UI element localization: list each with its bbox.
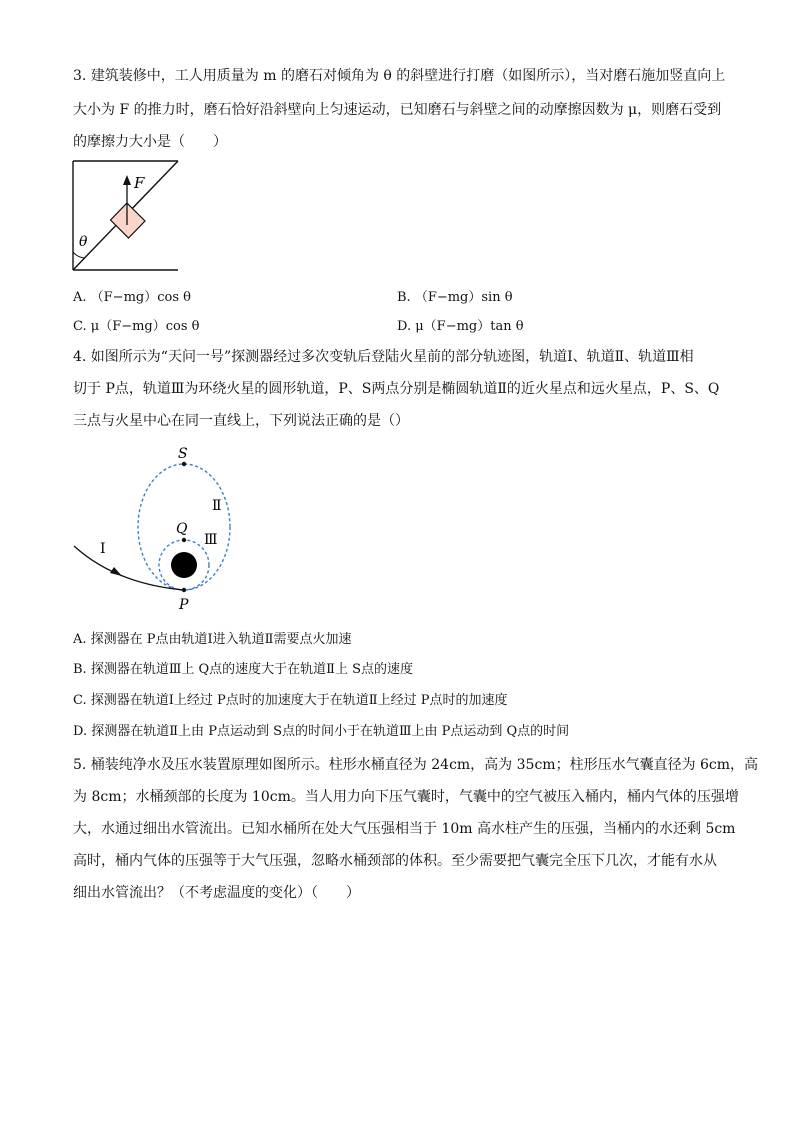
grinding-stone-block bbox=[111, 203, 146, 238]
point-p bbox=[182, 588, 186, 592]
q5-line-1: 5. 桶装纯净水及压水装置原理如图所示。柱形水桶直径为 24cm，高为 35cm；柱形压水气囊直径为 6cm，高 bbox=[73, 757, 759, 773]
point-s bbox=[182, 462, 186, 466]
label-orbit-3: Ⅲ bbox=[204, 532, 218, 548]
label-p: P bbox=[179, 597, 189, 613]
q3-line-2: 大小为 F 的推力时，磨石恰好沿斜壁向上匀速运动，已知磨石与斜壁之间的动摩擦因数为 μ，则磨石受到 bbox=[73, 102, 722, 118]
q4-option-a[interactable]: A. 探测器在 P点由轨道Ⅰ进入轨道Ⅱ需要点火加速 bbox=[73, 632, 352, 647]
force-label: F bbox=[134, 174, 145, 192]
q3-option-d[interactable]: D. μ（F−mg）tan θ bbox=[397, 319, 524, 334]
q3-line-1: 3. 建筑装修中，工人用质量为 m 的磨石对倾角为 θ 的斜壁进行打磨（如图所示），当对磨石施加竖直向上 bbox=[73, 68, 726, 84]
orbit-1-arrow bbox=[110, 567, 122, 576]
q3-option-a[interactable]: A. （F−mg）cos θ bbox=[73, 290, 191, 305]
point-q bbox=[182, 538, 186, 542]
q4-orbit-figure bbox=[68, 440, 248, 618]
q3-option-c[interactable]: C. μ（F−mg）cos θ bbox=[73, 319, 200, 334]
q3-line-3: 的摩擦力大小是（ ） bbox=[73, 134, 227, 150]
label-s: S bbox=[178, 446, 188, 462]
q4-option-d[interactable]: D. 探测器在轨道Ⅱ上由 P点运动到 S点的时间小于在轨道Ⅲ上由 P点运动到 Q点的时间 bbox=[73, 724, 570, 739]
q3-incline-figure bbox=[70, 158, 185, 276]
angle-arc bbox=[73, 252, 85, 258]
q4-line-3: 三点与火星中心在同一直线上，下列说法正确的是（） bbox=[73, 413, 409, 429]
q5-line-5: 细出水管流出？（不考虑温度的变化）（ ） bbox=[73, 885, 360, 901]
q4-line-2: 切于 P点，轨道Ⅲ为环绕火星的圆形轨道，P、S两点分别是椭圆轨道Ⅱ的近火星点和远火星点，P、S、Q bbox=[73, 381, 720, 397]
label-orbit-1: Ⅰ bbox=[100, 541, 106, 557]
q4-option-c[interactable]: C. 探测器在轨道Ⅰ上经过 P点时的加速度大于在轨道Ⅱ上经过 P点时的加速度 bbox=[73, 693, 508, 708]
q5-line-2: 为 8cm；水桶颈部的长度为 10cm。当人用力向下压气囊时，气囊中的空气被压入桶内，桶内气体的压强增 bbox=[73, 789, 739, 805]
label-q: Q bbox=[176, 521, 188, 537]
q3-option-b[interactable]: B. （F−mg）sin θ bbox=[397, 290, 513, 305]
q5-line-3: 大，水通过细出水管流出。已知水桶所在处大气压强相当于 10m 高水柱产生的压强，当桶内的水还剩 5cm bbox=[73, 821, 736, 837]
q5-line-4: 高时，桶内气体的压强等于大气压强，忽略水桶颈部的体积。至少需要把气囊完全压下几次，才能有水从 bbox=[73, 853, 717, 869]
q4-line-1: 4. 如图所示为“天问一号”探测器经过多次变轨后登陆火星前的部分轨迹图，轨道Ⅰ、轨道Ⅱ、轨道Ⅲ相 bbox=[73, 349, 694, 365]
angle-label: θ bbox=[79, 234, 88, 250]
mars-planet bbox=[171, 552, 197, 578]
q4-option-b[interactable]: B. 探测器在轨道Ⅲ上 Q点的速度大于在轨道Ⅱ上 S点的速度 bbox=[73, 662, 414, 677]
label-orbit-2: Ⅱ bbox=[212, 498, 222, 514]
